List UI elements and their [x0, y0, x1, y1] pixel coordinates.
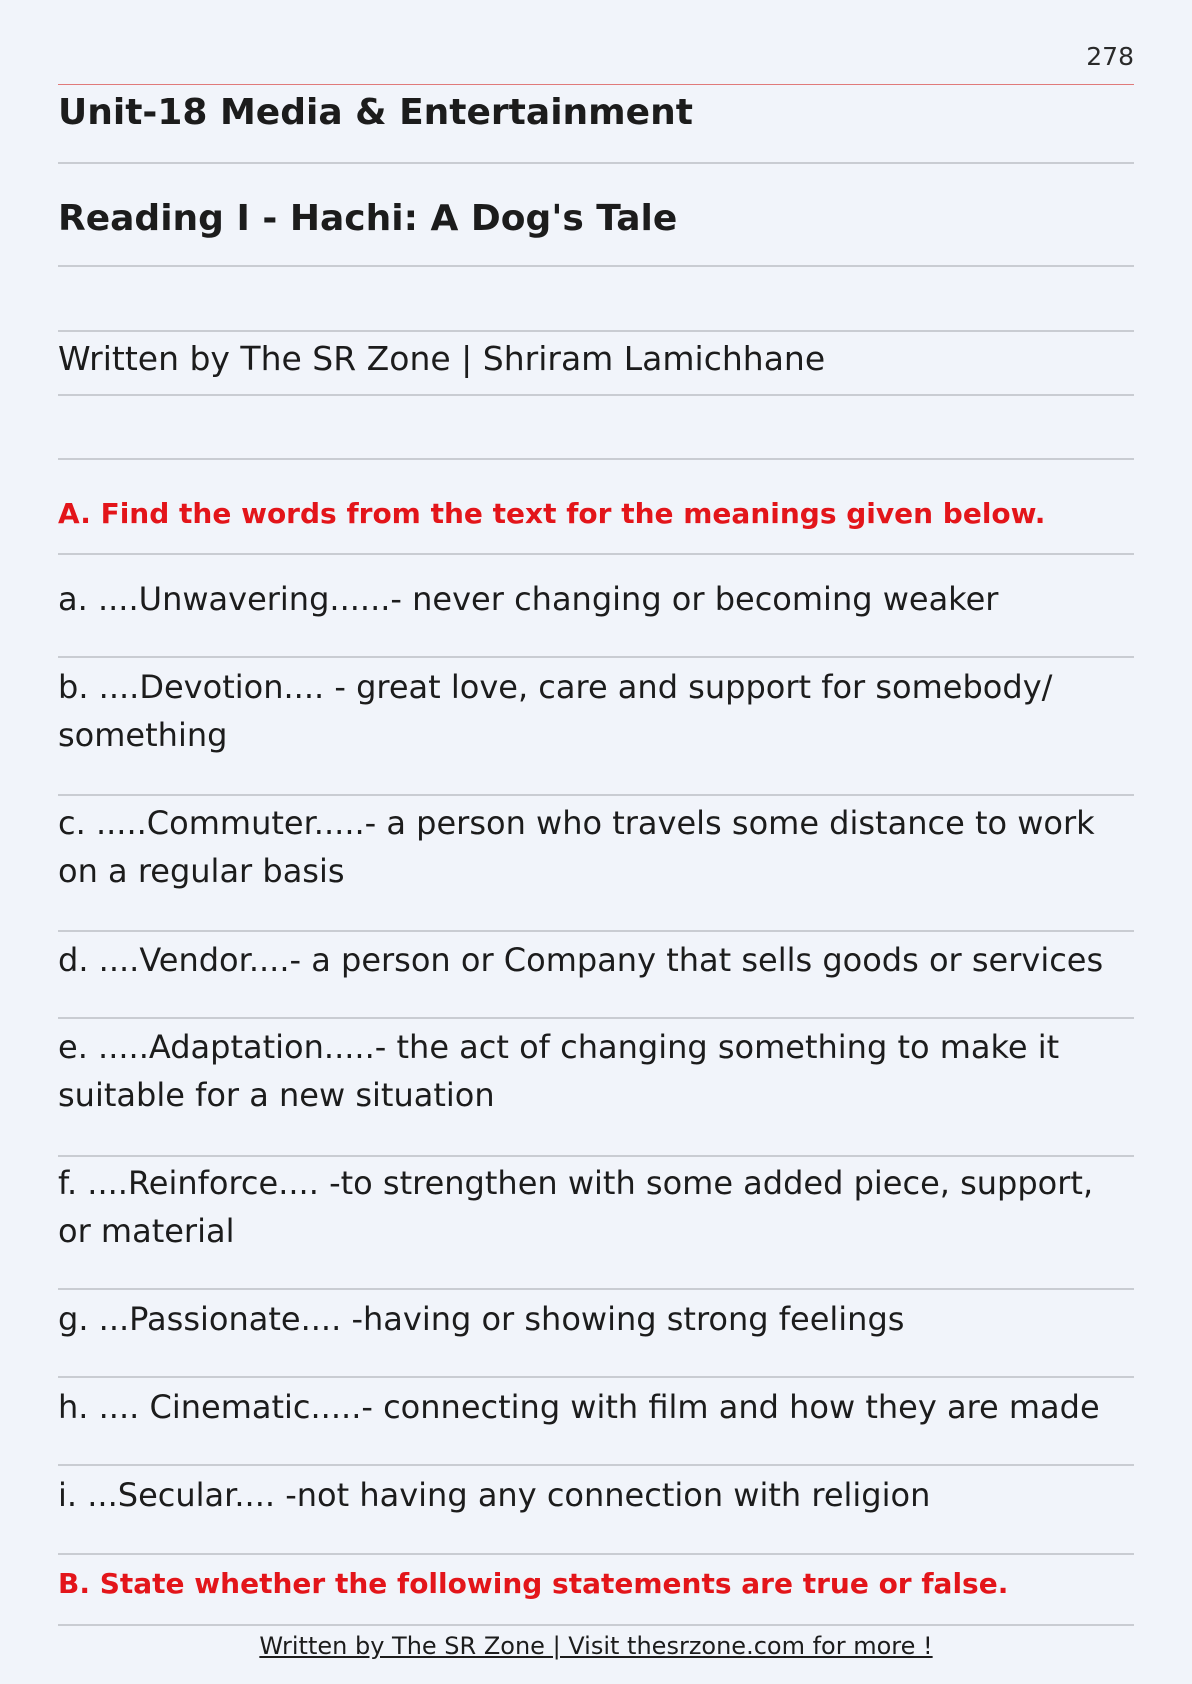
list-item: e. .....Adaptation.....- the act of changing something to make it suitable for a new situation: [58, 1028, 1060, 1114]
page-number: 278: [1086, 42, 1134, 71]
divider: [58, 656, 1134, 658]
section-b-heading: B. State whether the following statements are true or false.: [58, 1567, 1009, 1600]
section-a-heading: A. Find the words from the text for the meanings given below.: [58, 497, 1046, 530]
list-item: d. ....Vendor....- a person or Company that sells goods or services: [58, 941, 1104, 979]
divider: [58, 1464, 1134, 1466]
divider: [58, 553, 1134, 555]
list-item: a. ....Unwavering......- never changing or becoming weaker: [58, 580, 999, 618]
list-item: f. ....Reinforce.... -to strengthen with some added piece, support, or material: [58, 1164, 1094, 1250]
list-item: i. ...Secular.... -not having any connection with religion: [58, 1476, 931, 1514]
divider: [58, 458, 1134, 460]
footer-link[interactable]: Written by The SR Zone | Visit thesrzone.com for more !: [259, 1632, 933, 1660]
divider: [58, 794, 1134, 796]
list-item: h. .... Cinematic.....- connecting with film and how they are made: [58, 1388, 1100, 1426]
divider: [58, 1553, 1134, 1555]
divider: [58, 1155, 1134, 1157]
list-item: c. .....Commuter.....- a person who travels some distance to work on a regular basis: [58, 804, 1095, 890]
list-item: g. ...Passionate.... -having or showing strong feelings: [58, 1300, 905, 1338]
divider: [58, 265, 1134, 267]
divider: [58, 394, 1134, 396]
divider: [58, 930, 1134, 932]
reading-title: Reading I - Hachi: A Dog's Tale: [58, 198, 678, 239]
list-item: b. ....Devotion.... - great love, care and support for somebody/ something: [58, 668, 1053, 754]
author-line: Written by The SR Zone | Shriram Lamichhane: [58, 339, 826, 378]
divider: [58, 1376, 1134, 1378]
divider: [58, 330, 1134, 332]
unit-title: Unit-18 Media & Entertainment: [58, 92, 693, 133]
divider: [58, 1017, 1134, 1019]
divider: [58, 1624, 1134, 1626]
divider: [58, 162, 1134, 164]
divider: [58, 1288, 1134, 1290]
top-divider: [58, 84, 1134, 85]
